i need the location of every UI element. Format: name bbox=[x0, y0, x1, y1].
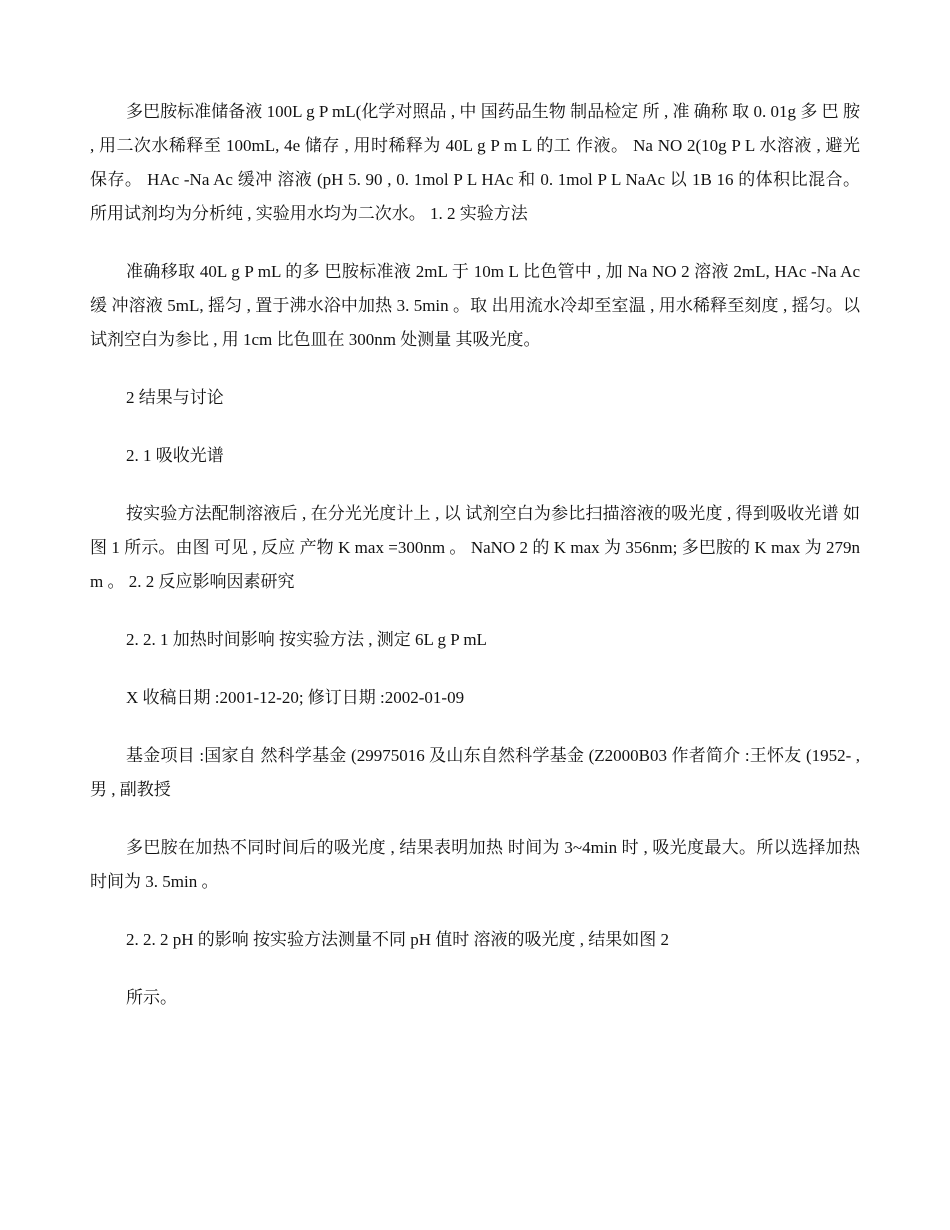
paragraph-reagents: 多巴胺标准储备液 100L g P mL(化学对照品 , 中 国药品生物 制品检定 所 , 准 确称 取 0. 01g 多 巴 胺 , 用二次水稀释至 100mL, 4e 储存 , 用时稀释为 40L g P m L 的工 作液。 Na NO 2(10g P L 水溶液 , 避光 保存。 HAc -Na Ac 缓冲 溶液 (pH 5. 90 , 0. 1mol P L HAc 和 0. 1mol P L NaAc 以 1B 16 的体积比混合。 所用试剂均为分析纯 , 实验用水均为二次水。 1. 2 实验方法 bbox=[90, 102, 860, 223]
paragraph-heating-time: 2. 2. 1 加热时间影响 按实验方法 , 测定 6L g P mL bbox=[126, 630, 487, 649]
paragraph-shown: 所示。 bbox=[126, 988, 177, 1007]
subsection-heading-spectrum: 2. 1 吸收光谱 bbox=[126, 446, 224, 465]
footnote-dates: X 收稿日期 :2001-12-20; 修订日期 :2002-01-09 bbox=[126, 688, 465, 707]
section-heading-results: 2 结果与讨论 bbox=[126, 388, 224, 407]
paragraph-spectrum: 按实验方法配制溶液后 , 在分光光度计上 , 以 试剂空白为参比扫描溶液的吸光度 , 得到吸收光谱 如图 1 所示。由图 可见 , 反应 产物 K max =300nm 。 NaNO 2 的 K max 为 356nm; 多巴胺的 K max 为 279nm 。 2. 2 反应影响因素研究 bbox=[90, 504, 860, 591]
paragraph-ph-effect: 2. 2. 2 pH 的影响 按实验方法测量不同 pH 值时 溶液的吸光度 , 结果如图 2 bbox=[126, 930, 670, 949]
paragraph-method: 准确移取 40L g P mL 的多 巴胺标准液 2mL 于 10m L 比色管中 , 加 Na NO 2 溶液 2mL, HAc -Na Ac 缓 冲溶液 5mL, 摇匀 , 置于沸水浴中加热 3. 5min 。取 出用流水冷却至室温 , 用水稀释至刻度 , 摇匀。以 试剂空白为参比 , 用 1cm 比色皿在 300nm 处测量 其吸光度。 bbox=[90, 262, 860, 349]
paragraph-heating-result: 多巴胺在加热不同时间后的吸光度 , 结果表明加热 时间为 3~4min 时 , 吸光度最大。所以选择加热 时间为 3. 5min 。 bbox=[90, 838, 860, 891]
footnote-funding: 基金项目 :国家自 然科学基金 (29975016 及山东自然科学基金 (Z2000B03 作者简介 :王怀友 (1952- , 男 , 副教授 bbox=[90, 746, 860, 799]
